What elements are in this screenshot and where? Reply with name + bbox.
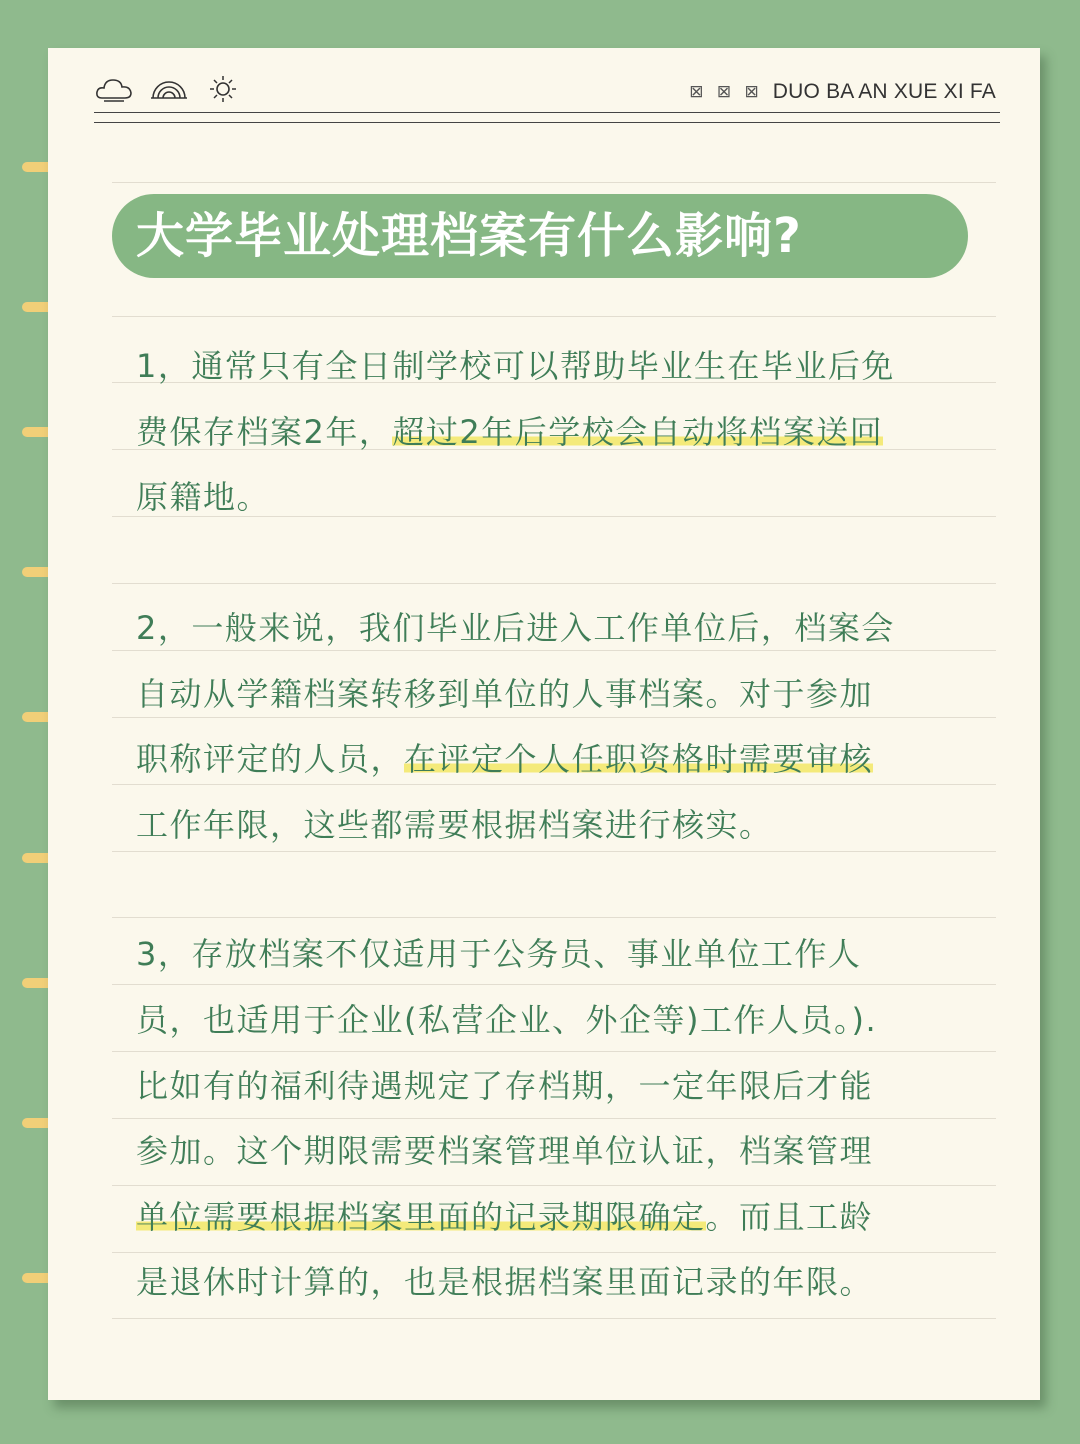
text-line: 职称评定的人员，在评定个人任职资格时需要审核 <box>136 740 874 778</box>
text-line: 3，存放档案不仅适用于公务员、事业单位工作人 <box>136 935 862 973</box>
highlighted-text: 单位需要根据档案里面的记录期限确定 <box>136 1198 706 1236</box>
text-line: 自动从学籍档案转移到单位的人事档案。对于参加 <box>136 675 874 713</box>
ruled-line <box>112 1118 996 1119</box>
text-line: 单位需要根据档案里面的记录期限确定。而且工龄 <box>136 1198 874 1236</box>
ruled-line <box>112 917 996 918</box>
highlighted-text: 超过2年后学校会自动将档案送回 <box>392 413 884 451</box>
ruled-line <box>112 182 996 183</box>
text-line: 工作年限，这些都需要根据档案进行核实。 <box>136 806 773 844</box>
text-line: 员，也适用于企业(私营企业、外企等)工作人员。). <box>136 1001 878 1039</box>
text-line: 比如有的福利待遇规定了存档期，一定年限后才能 <box>136 1067 874 1105</box>
text-line: 2，一般来说，我们毕业后进入工作单位后，档案会 <box>136 609 895 647</box>
ruled-line <box>112 1185 996 1186</box>
text-line: 1，通常只有全日制学校可以帮助毕业生在毕业后免 <box>136 347 895 385</box>
header-rule <box>94 112 1000 113</box>
ruled-line <box>112 784 996 785</box>
ruled-line <box>112 1051 996 1052</box>
cloud-icon <box>94 74 134 104</box>
brand-label <box>689 80 996 104</box>
text-line: 是退休时计算的，也是根据档案里面记录的年限。 <box>136 1263 874 1301</box>
ruled-line <box>112 984 996 985</box>
ruled-line <box>112 1252 996 1253</box>
ruled-line <box>112 583 996 584</box>
page-header <box>94 70 1000 124</box>
sun-icon <box>204 74 242 104</box>
text-line: 参加。这个期限需要档案管理单位认证，档案管理 <box>136 1132 874 1170</box>
brand-text: DUO BA AN XUE XI FA <box>772 80 996 103</box>
page-title: 大学毕业处理档案有什么影响? <box>136 208 802 264</box>
text-line: 原籍地。 <box>136 478 271 516</box>
header-rule <box>94 122 1000 123</box>
rainbow-icon <box>150 74 188 104</box>
notebook-page <box>48 48 1040 1400</box>
ruled-line <box>112 1318 996 1319</box>
text-line: 费保存档案2年，超过2年后学校会自动将档案送回 <box>136 413 884 451</box>
brand-marks: ⊠ ⊠ ⊠ <box>689 82 763 102</box>
ruled-line <box>112 316 996 317</box>
highlighted-text: 在评定个人任职资格时需要审核 <box>404 740 874 778</box>
weather-icons <box>94 74 242 104</box>
ruled-line <box>112 851 996 852</box>
